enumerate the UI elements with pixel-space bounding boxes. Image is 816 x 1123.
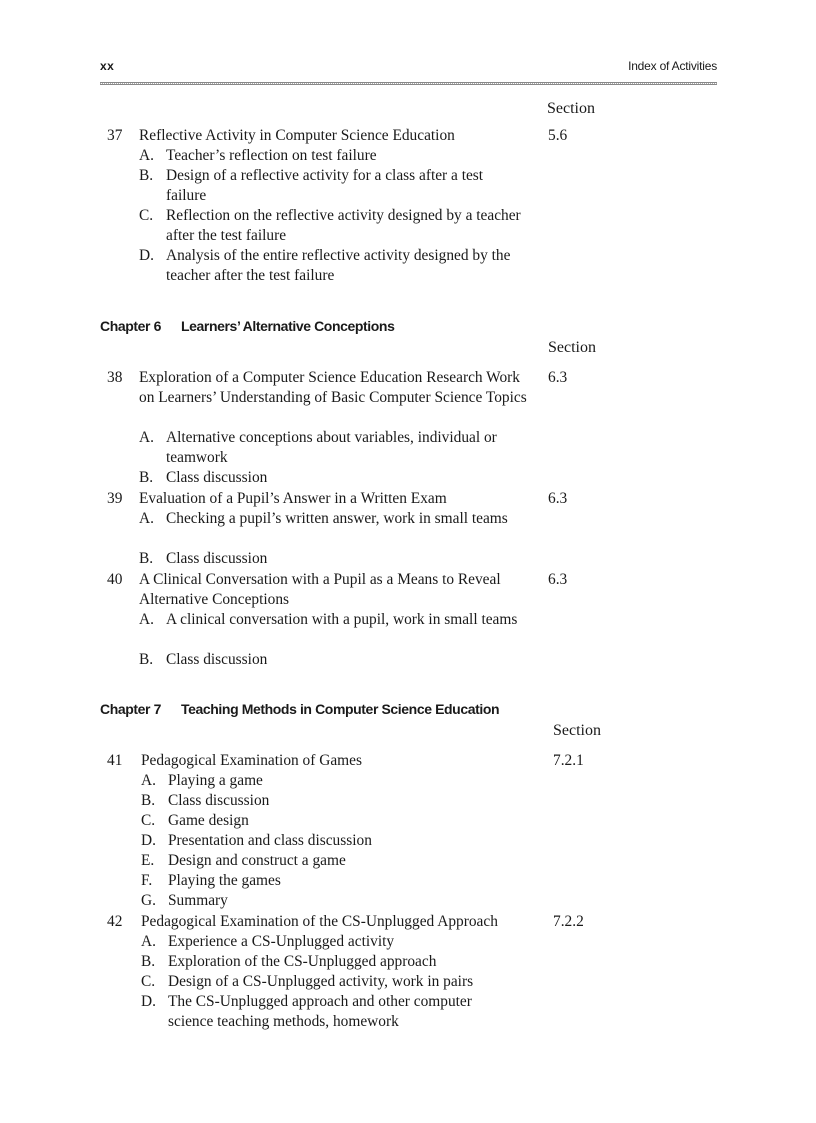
sub-letter: C. bbox=[141, 812, 156, 829]
sub-activity bbox=[139, 166, 524, 206]
activity-title: A Clinical Conversation with a Pupil as a Means to Reveal Alternative Conceptions bbox=[139, 571, 501, 609]
chapter-title: Learners’ Alternative Conceptions bbox=[181, 318, 395, 334]
activity-title: Reflective Activity in Computer Science Education bbox=[139, 127, 455, 144]
chapter-label: Chapter 6 bbox=[100, 318, 161, 334]
section-column-header: Section bbox=[553, 722, 601, 739]
sub-letter: B. bbox=[141, 953, 156, 970]
sub-letter: B. bbox=[139, 651, 154, 668]
sub-letter: B. bbox=[141, 792, 156, 809]
sub-text: Class discussion bbox=[166, 550, 268, 567]
sub-activity bbox=[139, 610, 524, 630]
sub-activity bbox=[141, 972, 541, 992]
sub-activity bbox=[141, 831, 541, 851]
activity-section-ref: 5.6 bbox=[548, 127, 568, 144]
activity-number: 42 bbox=[107, 913, 123, 930]
sub-letter: D. bbox=[141, 832, 156, 849]
sub-text: Exploration of the CS-Unplugged approach bbox=[168, 953, 437, 970]
sub-letter: F. bbox=[141, 872, 153, 889]
chapter-heading bbox=[100, 318, 394, 334]
section-column-header: Section bbox=[548, 339, 596, 356]
sub-text: Playing a game bbox=[168, 772, 263, 789]
activity-section-ref: 7.2.2 bbox=[553, 913, 584, 930]
sub-text: Class discussion bbox=[168, 792, 270, 809]
sub-text: A clinical conversation with a pupil, work in small teams bbox=[166, 611, 518, 628]
sub-activity bbox=[141, 811, 541, 831]
section-column-header: Section bbox=[547, 100, 595, 117]
sub-text: Analysis of the entire reflective activity designed by the teacher after the test failure bbox=[166, 247, 511, 285]
sub-letter: A. bbox=[141, 933, 156, 950]
sub-letter: B. bbox=[139, 167, 154, 184]
activity-number: 40 bbox=[107, 571, 123, 588]
page-header bbox=[100, 58, 717, 78]
sub-activity bbox=[139, 549, 524, 569]
sub-text: Experience a CS-Unplugged activity bbox=[168, 933, 395, 950]
sub-letter: B. bbox=[139, 469, 154, 486]
activity-title: Evaluation of a Pupil’s Answer in a Written Exam bbox=[139, 490, 447, 507]
sub-text: Design of a reflective activity for a class after a test failure bbox=[166, 167, 484, 205]
running-head: Index of Activities bbox=[628, 59, 717, 73]
sub-activity bbox=[139, 246, 524, 286]
chapter-title: Teaching Methods in Computer Science Education bbox=[181, 701, 500, 717]
sub-activity bbox=[141, 992, 511, 1032]
sub-text: Presentation and class discussion bbox=[168, 832, 372, 849]
sub-text: Game design bbox=[168, 812, 249, 829]
sub-activity bbox=[139, 146, 524, 166]
activity-number: 39 bbox=[107, 490, 123, 507]
header-rule bbox=[100, 82, 717, 85]
page-number: xx bbox=[100, 59, 115, 73]
activity-title: Pedagogical Examination of the CS-Unplugged Approach bbox=[141, 913, 498, 930]
chapter-heading bbox=[100, 701, 499, 717]
sub-activity bbox=[141, 871, 541, 891]
sub-letter: B. bbox=[139, 550, 154, 567]
sub-letter: A. bbox=[139, 429, 154, 446]
sub-text: The CS-Unplugged approach and other computer science teaching methods, homework bbox=[168, 993, 472, 1031]
sub-text: Reflection on the reflective activity designed by a teacher after the test failure bbox=[166, 207, 521, 245]
activity-number: 41 bbox=[107, 752, 123, 769]
activity-title: Exploration of a Computer Science Education Research Work on Learners’ Understanding of Basic Computer Science Topics bbox=[139, 369, 527, 407]
activity-section-ref: 6.3 bbox=[548, 369, 568, 386]
sub-activity bbox=[139, 650, 524, 670]
sub-text: Design and construct a game bbox=[168, 852, 346, 869]
sub-activity bbox=[141, 891, 541, 911]
sub-activity bbox=[139, 428, 524, 468]
sub-activity bbox=[141, 851, 541, 871]
sub-activity bbox=[139, 468, 524, 488]
sub-letter: C. bbox=[139, 207, 154, 224]
activity-section-ref: 6.3 bbox=[548, 571, 568, 588]
sub-letter: A. bbox=[139, 611, 154, 628]
sub-text: Teacher’s reflection on test failure bbox=[166, 147, 377, 164]
sub-activity bbox=[139, 509, 524, 529]
sub-letter: A. bbox=[139, 147, 154, 164]
sub-letter: G. bbox=[141, 892, 156, 909]
sub-letter: A. bbox=[141, 772, 156, 789]
sub-text: Playing the games bbox=[168, 872, 281, 889]
sub-letter: C. bbox=[141, 973, 156, 990]
sub-activity bbox=[141, 771, 541, 791]
sub-activity bbox=[141, 952, 541, 972]
sub-text: Alternative conceptions about variables, individual or teamwork bbox=[166, 429, 497, 467]
sub-activity bbox=[141, 791, 541, 811]
chapter-label: Chapter 7 bbox=[100, 701, 161, 717]
sub-text: Class discussion bbox=[166, 651, 268, 668]
sub-activity bbox=[141, 932, 541, 952]
sub-text: Design of a CS-Unplugged activity, work in pairs bbox=[168, 973, 474, 990]
sub-letter: E. bbox=[141, 852, 155, 869]
sub-text: Checking a pupil’s written answer, work in small teams bbox=[166, 510, 508, 527]
activity-section-ref: 7.2.1 bbox=[553, 752, 584, 769]
sub-text: Class discussion bbox=[166, 469, 268, 486]
sub-text: Summary bbox=[168, 892, 228, 909]
activity-number: 38 bbox=[107, 369, 123, 386]
sub-letter: D. bbox=[141, 993, 156, 1010]
activity-number: 37 bbox=[107, 127, 123, 144]
sub-letter: D. bbox=[139, 247, 154, 264]
sub-letter: A. bbox=[139, 510, 154, 527]
activity-title: Pedagogical Examination of Games bbox=[141, 752, 362, 769]
activity-section-ref: 6.3 bbox=[548, 490, 568, 507]
sub-activity bbox=[139, 206, 524, 246]
